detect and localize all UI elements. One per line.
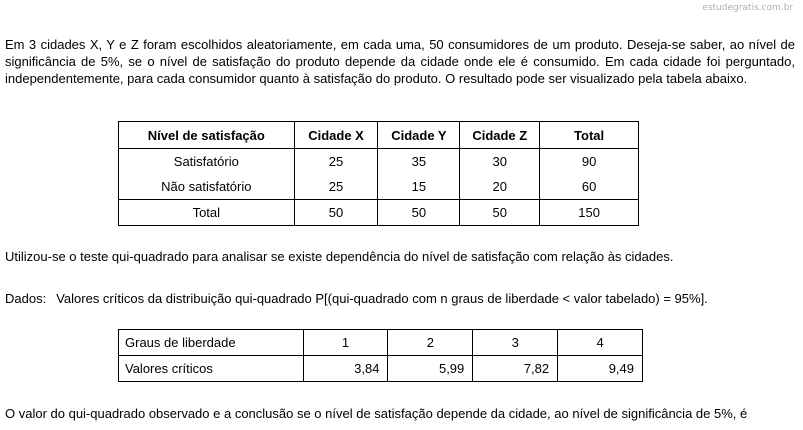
critical-values-table (118, 329, 643, 382)
table-cell: 5,99 (388, 356, 473, 382)
table-header-row (119, 122, 639, 149)
table-cell: 90 (540, 149, 639, 175)
total-row (119, 200, 639, 226)
table-cell: 3,84 (303, 356, 388, 382)
row-label: Graus de liberdade (119, 330, 304, 356)
table-cell: 15 (378, 174, 460, 200)
header-cell: Cidade Y (378, 122, 460, 149)
header-cell: Nível de satisfação (119, 122, 295, 149)
table-cell: 1 (303, 330, 388, 356)
critical-values-row (119, 356, 643, 382)
table-cell: Não satisfatório (119, 174, 295, 200)
table-cell: 35 (378, 149, 460, 175)
table-cell: 9,49 (558, 356, 643, 382)
intro-paragraph: Em 3 cidades X, Y e Z foram escolhidos aleatoriamente, em cada uma, 50 consumidores de um produto. Deseja-se saber, ao nível de significância de 5%, se o nível de satisfação do produto depende da cidade onde ele é consumido. Em cada cidade foi perguntado, independentemente, para cada consumidor quanto à satisfação do produto. O resultado pode ser visualizado pela tabela abaixo. (5, 37, 795, 86)
table-cell: Total (119, 200, 295, 226)
watermark: estudegratis.com.br (702, 3, 793, 13)
data-paragraph (5, 290, 795, 307)
header-cell: Cidade Z (460, 122, 540, 149)
table-cell: 2 (388, 330, 473, 356)
header-cell: Total (540, 122, 639, 149)
row-label: Valores críticos (119, 356, 304, 382)
header-cell: Cidade X (294, 122, 378, 149)
table-row (119, 174, 639, 200)
data-text: Valores críticos da distribuição qui-quadrado P[(qui-quadrado com n graus de liberdade < valor tabelado) = 95%]. (56, 291, 708, 306)
table-cell: 50 (378, 200, 460, 226)
table-cell: 60 (540, 174, 639, 200)
table-cell: 50 (460, 200, 540, 226)
table-cell: 20 (460, 174, 540, 200)
question-paragraph: O valor do qui-quadrado observado e a conclusão se o nível de satisfação depende da cidade, ao nível de significância de 5%, é (5, 406, 748, 421)
table-cell: 50 (294, 200, 378, 226)
satisfaction-table (118, 121, 639, 226)
table-cell: 30 (460, 149, 540, 175)
table-row (119, 149, 639, 175)
table-cell: 25 (294, 174, 378, 200)
table-cell: 7,82 (473, 356, 558, 382)
test-paragraph: Utilizou-se o teste qui-quadrado para analisar se existe dependência do nível de satisfação com relação às cidades. (5, 249, 674, 264)
table-cell: 25 (294, 149, 378, 175)
table-cell: Satisfatório (119, 149, 295, 175)
data-label: Dados: (5, 291, 47, 306)
table-cell: 150 (540, 200, 639, 226)
degrees-row (119, 330, 643, 356)
table-cell: 3 (473, 330, 558, 356)
table-cell: 4 (558, 330, 643, 356)
